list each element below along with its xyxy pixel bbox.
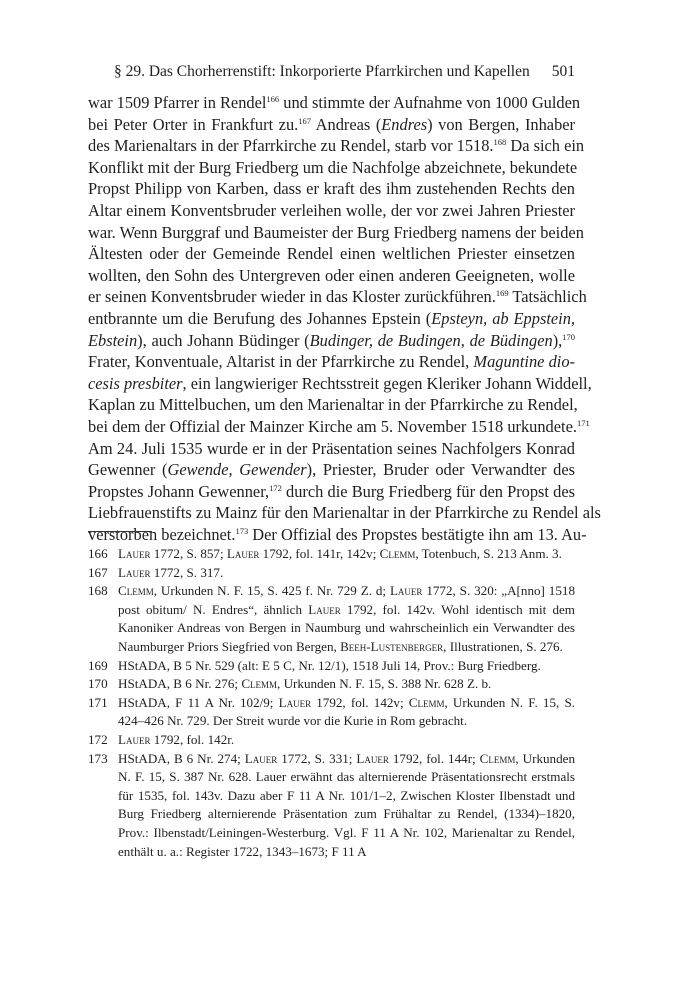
footnote-ref[interactable]: 173 — [235, 525, 249, 536]
page-number: 501 — [551, 63, 575, 80]
text-line: Ältesten oder der Gemeinde Rendel einen weltlichen Priester einsetzen — [88, 244, 575, 264]
text-line: entbrannte um die Berufung des Johannes Epstein (Epsteyn, ab Eppstein, — [88, 308, 575, 328]
text-line: Konflikt mit der Burg Friedberg um die Nachfolge abzeichnete, bekundete — [88, 157, 578, 177]
text-line: wollten, den Sohn des Untergreven oder einen anderen Geeigneten, wolle — [88, 265, 575, 285]
footnotes — [88, 545, 575, 861]
footnote-ref[interactable]: 169 — [495, 288, 509, 299]
text-line: des Marienaltars in der Pfarrkirche zu Rendel, starb vor 1518.$^{168}$ Da sich ein — [88, 136, 585, 156]
footnote-ref[interactable]: 170 — [562, 331, 575, 342]
footnote-ref[interactable]: 167 — [298, 115, 312, 126]
footnote-ref[interactable]: 171 — [576, 417, 590, 428]
footnote-number: 171 — [88, 694, 108, 710]
footnote-text: HStADA, B 5 Nr. 529 (alt: E 5 C, Nr. 12/1), 1518 Juli 14, Prov.: Burg Friedberg. — [118, 657, 541, 673]
text-line: Liebfrauenstifts zu Mainz für den Marienaltar in der Pfarrkirche zu Rendel als — [88, 503, 601, 523]
footnote-divider — [88, 531, 152, 532]
footnote-number: 172 — [88, 731, 108, 747]
footnote-169 — [88, 657, 575, 676]
page-header — [88, 62, 575, 82]
footnote-number: 166 — [88, 546, 108, 561]
footnote-text: Clemm, Urkunden N. F. 15, S. 425 f. Nr. 729 Z. d; Lauer 1772, S. 320: „A[nno] 1518 post obitum/ N. Endres“, ähnlich Lauer 1792, fol. 142v. Wohl identisch mit dem Kanoniker Andreas von Bergen in Naumburg und wahrscheinlich ein Verwandter des Naumburger Priors Siegfried von Bergen, Beeh-Lustenberger, Illustrationen, S. 276. — [118, 583, 575, 654]
running-title: § 29. Das Chorherrenstift: Inkorporierte Pfarrkirchen und Kapellen — [113, 63, 530, 80]
text-line: bei Peter Orter in Frankfurt zu.$^{167}$ Andreas (Endres) von Bergen, Inhaber — [88, 114, 576, 134]
footnote-ref[interactable]: 166 — [266, 94, 280, 104]
footnote-ref[interactable]: 168 — [493, 137, 507, 148]
footnote-171 — [88, 694, 575, 731]
footnote-172 — [88, 731, 575, 750]
footnote-text: HStADA, F 11 A Nr. 102/9; Lauer 1792, fol. 142v; Clemm, Urkunden N. F. 15, S. 424–426 Nr. 729. Der Streit wurde vor die Kurie in Rom gebracht. — [118, 694, 575, 729]
footnote-text: HStADA, B 6 Nr. 274; Lauer 1772, S. 331; Lauer 1792, fol. 144r; Clemm, Urkunden N. F. 15, S. 387 Nr. 628. Lauer erwähnt das alternierende Präsentationsrecht erstmals für 1535, fol. 143v. Dazu aber F 11 A Nr. 101/1–2, Zwischen Kloster Ilbenstadt und Burg Friedberg alternierende Präsentation zum Frühaltar zu Rendel, (1334)–1820, Prov.: Ilbenstadt/Leiningen-Westerburg. Vgl. F 11 A Nr. 102, Marienaltar zu Rendel, enthält u. a.: Register 1722, 1343–1673; F 11 A — [118, 750, 575, 859]
text-line: Frater, Konventuale, Altarist in der Pfarrkirche zu Rendel, Maguntine dio- — [88, 352, 576, 372]
footnote-166 — [88, 545, 575, 564]
main-text — [88, 92, 601, 545]
text-line: verstorben bezeichnet.$^{173}$ Der Offizial des Propstes bestätigte ihn am 13. Au- — [88, 524, 587, 544]
footnote-number: 167 — [88, 564, 108, 580]
text-line: er seinen Konventsbruder wieder in das Kloster zurückführen.$^{169}$ Tatsächlich — [88, 287, 587, 307]
footnote-173 — [88, 750, 575, 862]
footnote-text: Lauer 1772, S. 857; Lauer 1792, fol. 141r, 142v; Clemm, Totenbuch, S. 213 Anm. 3. — [118, 546, 562, 561]
text-line: Propstes Johann Gewenner,$^{172}$ durch die Burg Friedberg für den Propst des — [88, 481, 575, 501]
text-line: bei dem der Offizial der Mainzer Kirche am 5. November 1518 urkundete.$^{171}$ — [88, 416, 590, 436]
text-line: Propst Philipp von Karben, dass er kraft des ihm zustehenden Rechts den — [88, 179, 575, 199]
text-line: cesis presbiter, ein langwieriger Rechtsstreit gegen Kleriker Johann Widdell, — [88, 373, 592, 393]
footnote-number: 170 — [88, 676, 108, 692]
footnote-ref[interactable]: 172 — [269, 482, 282, 493]
text-line: Am 24. Juli 1535 wurde er in der Präsentation seines Nachfolgers Konrad — [88, 438, 575, 458]
text-line: Altar einem Konventsbruder verleihen wolle, der vor zwei Jahren Priester — [88, 200, 575, 220]
text-line: war. Wenn Burggraf und Baumeister der Burg Friedberg namens der beiden — [88, 222, 584, 242]
footnote-number: 168 — [88, 583, 108, 599]
text-line: war 1509 Pfarrer in Rendel$^{166}$ und stimmte der Aufnahme von 1000 Gulden — [88, 93, 581, 112]
footnote-168 — [88, 582, 575, 656]
text-line: Ebstein), auch Johann Büdinger (Budinger, de Budingen, de Büdingen),$^{170}$ — [88, 330, 575, 350]
footnote-text: Lauer 1792, fol. 142r. — [118, 731, 235, 747]
text-line: Kaplan zu Mittelbuchen, um den Marienaltar in der Pfarrkirche zu Rendel, — [88, 395, 578, 415]
footnote-170 — [88, 675, 575, 694]
footnote-number: 169 — [88, 657, 108, 673]
text-line: Gewenner (Gewende, Gewender), Priester, Bruder oder Verwandter des — [88, 460, 575, 480]
footnote-text: Lauer 1772, S. 317. — [118, 564, 224, 580]
footnote-167 — [88, 564, 575, 583]
footnote-number: 173 — [88, 750, 108, 766]
footnote-text: HStADA, B 6 Nr. 276; Clemm, Urkunden N. F. 15, S. 388 Nr. 628 Z. b. — [118, 676, 492, 692]
